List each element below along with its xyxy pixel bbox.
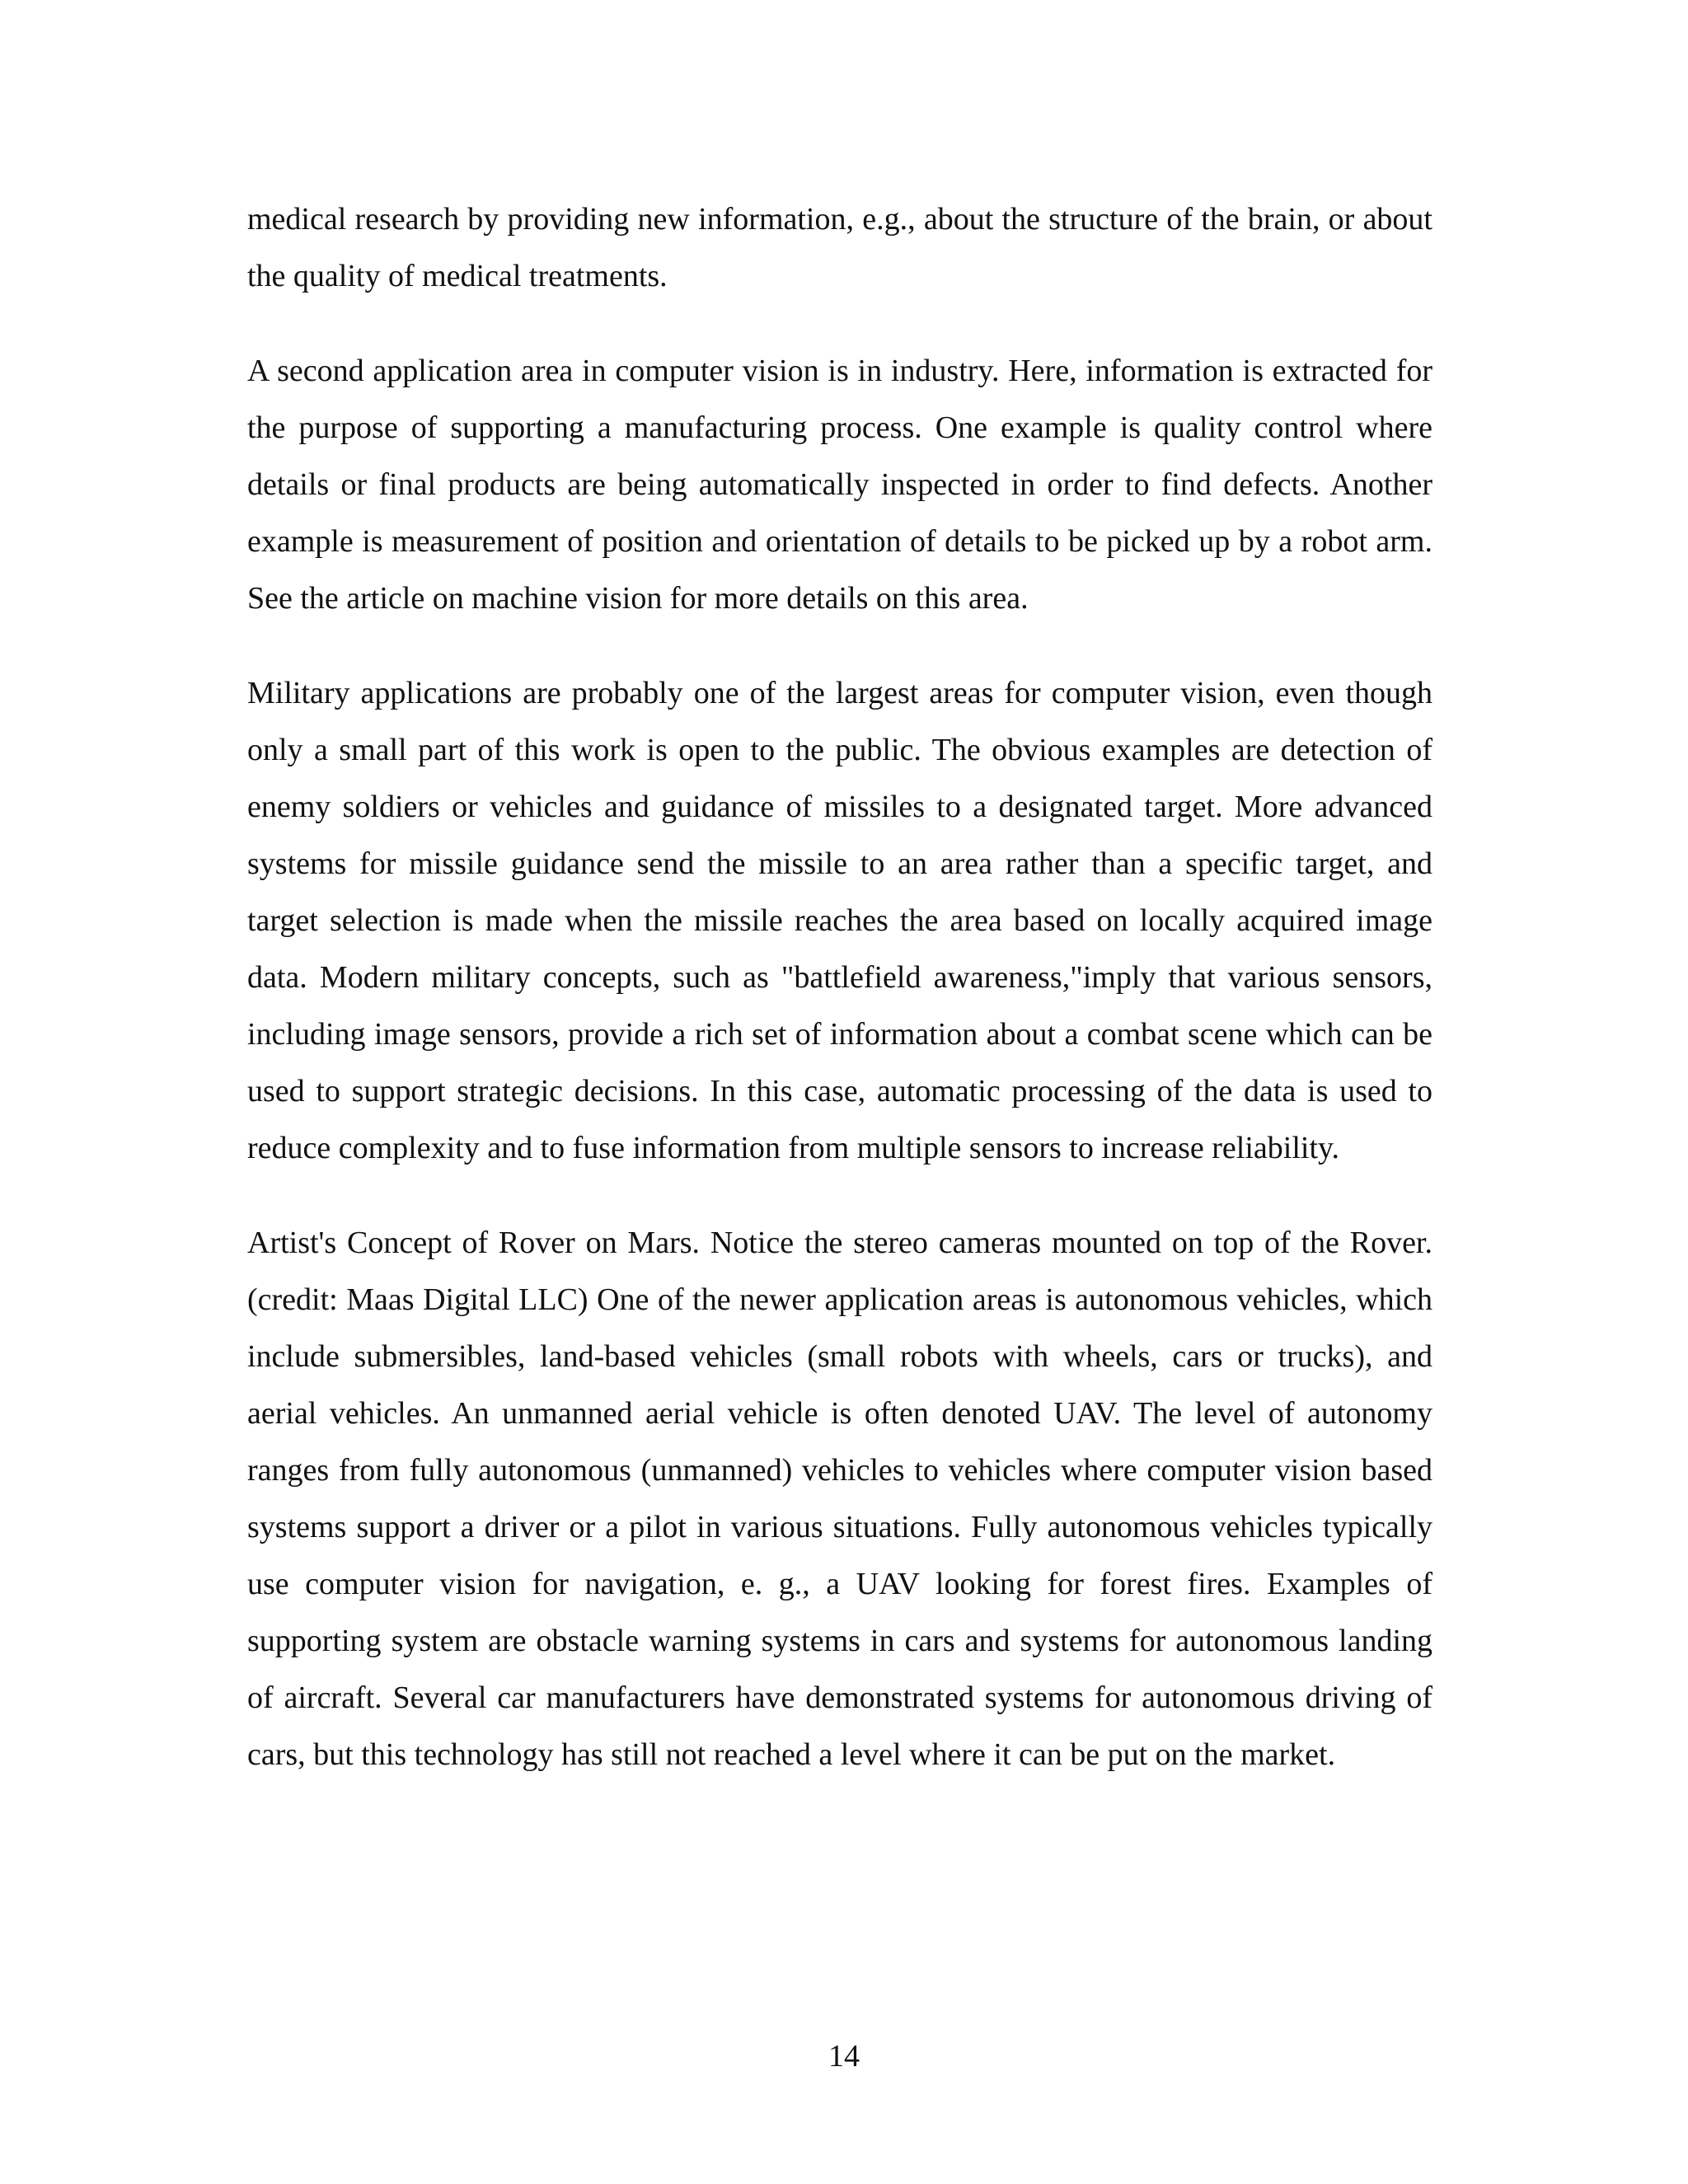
paragraph-autonomous-vehicles: Artist's Concept of Rover on Mars. Notice the stereo cameras mounted on top of the Rover. (credit: Maas Digital LLC) One of the newer application areas is autonomous vehicles, which include submersibles, land-based vehicles (small robots with wheels, cars or trucks), and aerial vehicles. An unmanned aerial vehicle is often denoted UAV. The level of autonomy ranges from fully autonomous (unmanned) vehicles to vehicles where computer vision based systems support a driver or a pilot in various situations. Fully autonomous vehicles typically use computer vision for navigation, e. g., a UAV looking for forest fires. Examples of supporting system are obstacle warning systems in cars and systems for autonomous landing of aircraft. Several car manufacturers have demonstrated systems for autonomous driving of cars, but this technology has still not reached a level where it can be put on the market.: [247, 1226, 1432, 1772]
paragraph-military: Military applications are probably one of the largest areas for computer vision, even though only a small part of this work is open to the public. The obvious examples are detection of enemy soldiers or vehicles and guidance of missiles to a designated target. More advanced systems for missile guidance send the missile to an area rather than a specific target, and target selection is made when the missile reaches the area based on locally acquired image data. Modern military concepts, such as "battlefield awareness,"imply that various sensors, including image sensors, provide a rich set of information about a combat scene which can be used to support strategic decisions. In this case, automatic processing of the data is used to reduce complexity and to fuse information from multiple sensors to increase reliability.: [247, 676, 1432, 1165]
paragraph-industry: A second application area in computer vision is in industry. Here, information is extracted for the purpose of supporting a manufacturing process. One example is quality control where details or final products are being automatically inspected in order to find defects. Another example is measurement of position and orientation of details to be picked up by a robot arm. See the article on machine vision for more details on this area.: [247, 354, 1432, 616]
page-number: 14: [828, 2039, 860, 2074]
body-text: [247, 191, 1432, 1821]
paragraph-medical-research: medical research by providing new information, e.g., about the structure of the brain, or about the quality of medical treatments.: [247, 202, 1432, 293]
